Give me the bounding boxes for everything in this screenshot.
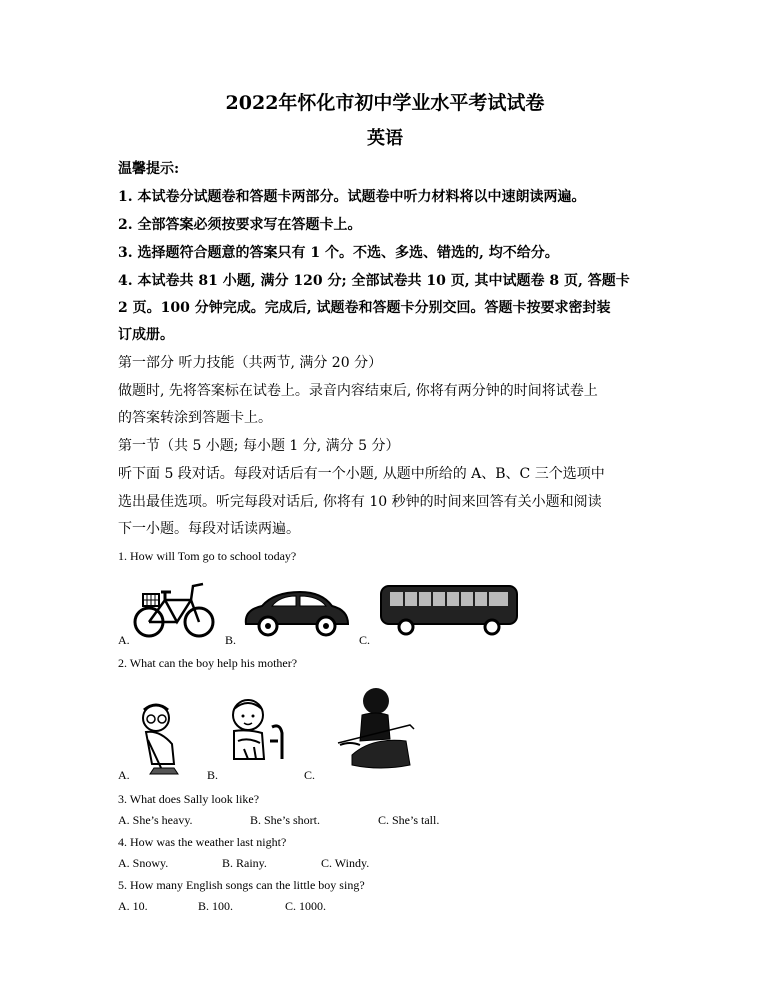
cleaning-boy-icon — [336, 685, 416, 771]
section1-instruction: 选出最佳选项。听完每段对话后, 你将有 10 秒钟的时间来回答有关小题和阅读 — [118, 494, 602, 510]
tip-item: 2 页。100 分钟完成。完成后, 试题卷和答题卡分别交回。答题卡按要求密封装 — [118, 300, 611, 316]
option-a: A. — [118, 633, 130, 647]
tip-item: 订成册。 — [118, 327, 174, 343]
part1-heading: 第一部分 听力技能（共两节, 满分 20 分） — [118, 355, 383, 371]
question-3: 3. What does Sally look like? — [118, 792, 260, 806]
option-a: A. 10. — [118, 899, 148, 913]
option-c: C. — [359, 633, 371, 647]
tip-item: 3. 选择题符合题意的答案只有 1 个。不选、多选、错选的, 均不给分。 — [118, 245, 559, 261]
option-c: C. 1000. — [285, 899, 327, 913]
question-1: 1. How will Tom go to school today? — [118, 549, 297, 563]
section1-heading: 第一节（共 5 小题; 每小题 1 分, 满分 5 分） — [118, 438, 400, 454]
bus-icon — [378, 583, 520, 635]
option-a: A. — [118, 768, 130, 782]
washing-boy-icon — [226, 697, 288, 767]
section1-instruction: 听下面 5 段对话。每段对话后有一个小题, 从题中所给的 A、B、C 三个选项中 — [118, 466, 605, 482]
tips-heading: 温馨提示: — [118, 161, 180, 177]
question-2: 2. What can the boy help his mother? — [118, 656, 298, 670]
sweeping-boy-icon — [134, 700, 192, 776]
option-c: C. She’s tall. — [378, 813, 440, 827]
option-b: B. She’s short. — [250, 813, 321, 827]
part1-instruction: 做题时, 先将答案标在试卷上。录音内容结束后, 你将有两分钟的时间将试卷上 — [118, 383, 598, 399]
tip-item: 1. 本试卷分试题卷和答题卡两部分。试题卷中听力材料将以中速朗读两遍。 — [118, 189, 586, 205]
option-a: A. She’s heavy. — [118, 813, 193, 827]
subject-title: 英语 — [367, 128, 403, 149]
section1-instruction: 下一小题。每段对话读两遍。 — [118, 521, 300, 537]
option-a: A. Snowy. — [118, 856, 169, 870]
option-b: B. Rainy. — [222, 856, 267, 870]
question-5: 5. How many English songs can the little boy sing? — [118, 878, 365, 892]
bicycle-icon — [133, 578, 215, 640]
exam-title: 2022年怀化市初中学业水平考试试卷 — [225, 92, 545, 114]
option-b: B. — [225, 633, 237, 647]
option-c: C. — [304, 768, 316, 782]
option-c: C. Windy. — [321, 856, 370, 870]
part1-instruction: 的答案转涂到答题卡上。 — [118, 410, 272, 426]
tip-item: 4. 本试卷共 81 小题, 满分 120 分; 全部试卷共 10 页, 其中试题卷 8 页, 答题卡 — [118, 273, 630, 289]
tip-item: 2. 全部答案必须按要求写在答题卡上。 — [118, 217, 362, 233]
option-b: B. 100. — [198, 899, 234, 913]
question-4: 4. How was the weather last night? — [118, 835, 287, 849]
option-b: B. — [207, 768, 219, 782]
car-icon — [240, 588, 352, 638]
